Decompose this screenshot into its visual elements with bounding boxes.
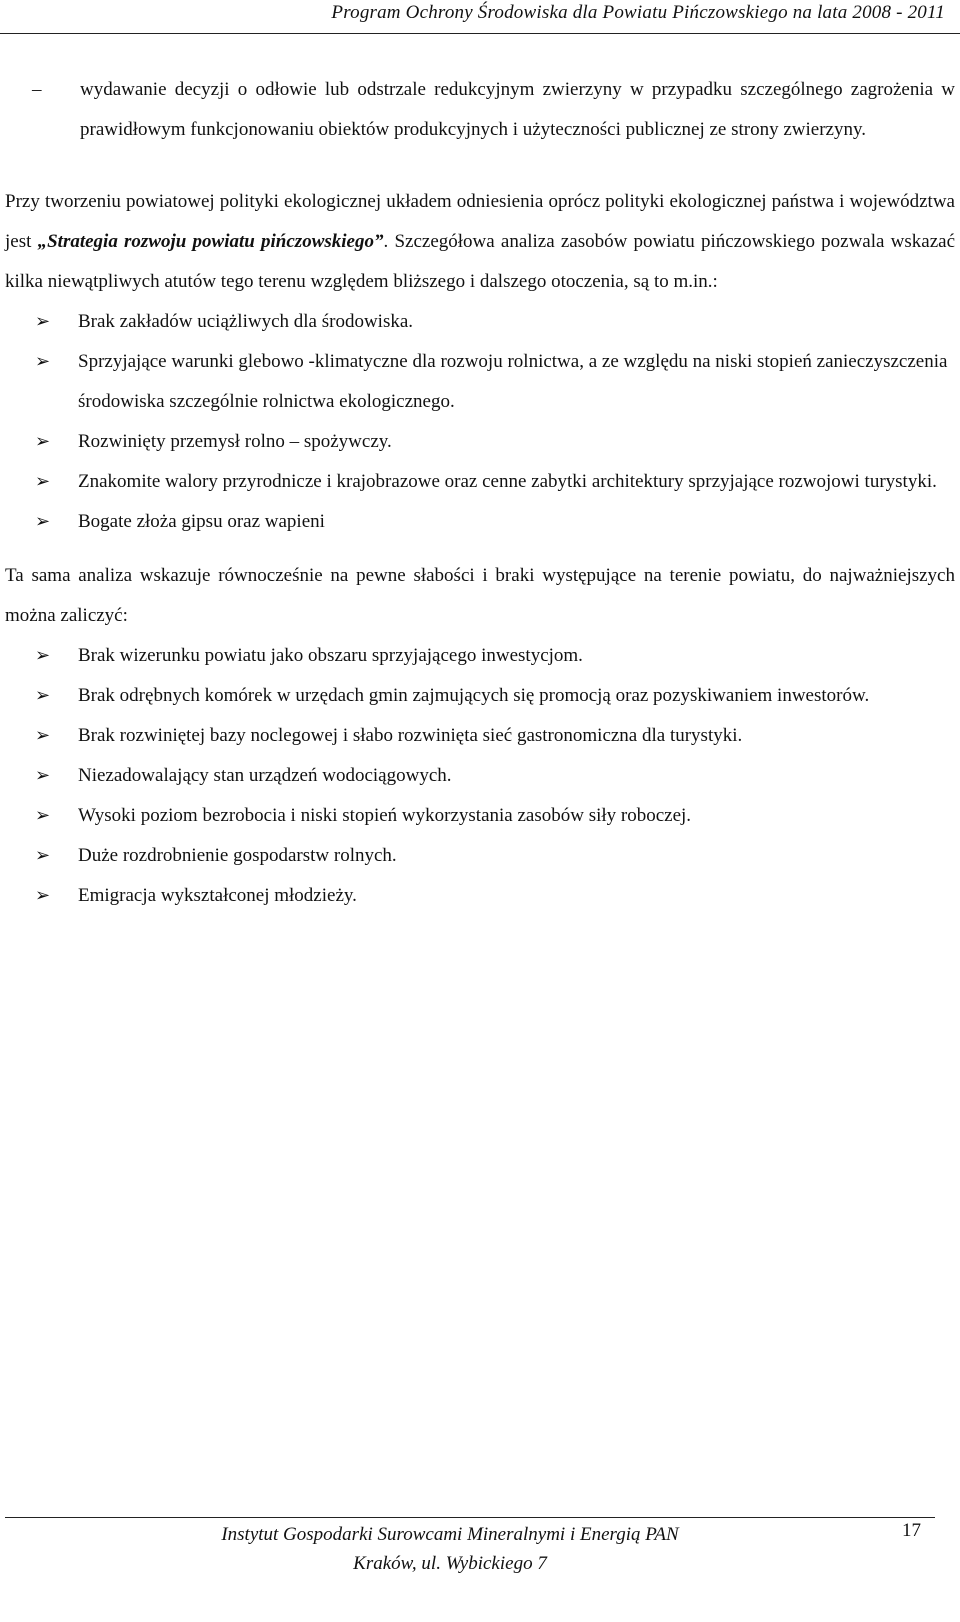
arrow-bullet-icon: ➢ xyxy=(35,885,51,906)
page-number: 17 xyxy=(902,1520,921,1541)
header-rule xyxy=(0,33,960,34)
list-item: ➢ Znakomite walory przyrodnicze i krajobrazowe oraz cenne zabytki architektury sprzyjające rozwojowi turystyki. xyxy=(5,462,955,502)
dash-list-item xyxy=(5,70,955,150)
footer-rule xyxy=(5,1517,935,1518)
paragraph-strategy xyxy=(5,182,955,302)
list-item: ➢ Wysoki poziom bezrobocia i niski stopień wykorzystania zasobów siły roboczej. xyxy=(5,796,955,836)
arrow-bullet-icon: ➢ xyxy=(35,351,51,372)
strategy-title: „Strategia rozwoju powiatu pińczowskiego” xyxy=(37,231,384,252)
paragraph-weaknesses: Ta sama analiza wskazuje równocześnie na pewne słabości i braki występujące na terenie powiatu, do najważniejszych można zaliczyć: xyxy=(5,565,955,626)
arrow-bullet-icon: ➢ xyxy=(35,725,51,746)
paragraph-text: Przy tworzeniu powiatowej polityki ekologicznej układem odniesienia oprócz polityki ekologicznej państwa i województwa jest xyxy=(5,191,955,252)
arrow-bullet-icon: ➢ xyxy=(35,511,51,532)
list-item: ➢ Brak odrębnych komórek w urzędach gmin zajmujących się promocją oraz pozyskiwaniem inwestorów. xyxy=(5,676,955,716)
list-item: ➢ Rozwinięty przemysł rolno – spożywczy. xyxy=(5,422,955,462)
arrow-bullet-icon: ➢ xyxy=(35,431,51,452)
arrow-bullet-icon: ➢ xyxy=(35,805,51,826)
list-item: ➢ Niezadowalający stan urządzeń wodociągowych. xyxy=(5,756,955,796)
strengths-list xyxy=(5,302,955,542)
arrow-bullet-icon: ➢ xyxy=(35,765,51,786)
list-item: ➢ Bogate złoża gipsu oraz wapieni xyxy=(5,502,955,542)
dash-item-text: wydawanie decyzji o odłowie lub odstrzale redukcyjnym zwierzyny w przypadku szczególnego zagrożenia w prawidłowym funkcjonowaniu obiektów produkcyjnych i użyteczności publicznej ze strony zwierzyny. xyxy=(80,79,955,140)
list-item: ➢ Duże rozdrobnienie gospodarstw rolnych. xyxy=(5,836,955,876)
weaknesses-list xyxy=(5,636,955,916)
list-item: ➢ Brak rozwiniętej bazy noclegowej i słabo rozwinięta sieć gastronomiczna dla turystyki. xyxy=(5,716,955,756)
list-item: ➢ Sprzyjające warunki glebowo -klimatyczne dla rozwoju rolnictwa, a ze względu na niski stopień zanieczyszczenia środowiska szczególnie rolnictwa ekologicznego. xyxy=(5,342,955,422)
page-content xyxy=(5,70,955,916)
dash-marker: – xyxy=(32,79,42,100)
footer-address: Kraków, ul. Wybickiego 7 xyxy=(353,1553,547,1574)
arrow-bullet-icon: ➢ xyxy=(35,845,51,866)
footer-institution: Instytut Gospodarki Surowcami Mineralnymi i Energią PAN xyxy=(221,1524,679,1545)
arrow-bullet-icon: ➢ xyxy=(35,311,51,332)
list-item: ➢ Emigracja wykształconej młodzieży. xyxy=(5,876,955,916)
list-item: ➢ Brak zakładów uciążliwych dla środowiska. xyxy=(5,302,955,342)
arrow-bullet-icon: ➢ xyxy=(35,471,51,492)
arrow-bullet-icon: ➢ xyxy=(35,685,51,706)
arrow-bullet-icon: ➢ xyxy=(35,645,51,666)
paragraph-text: . Szczegółowa analiza zasobów powiatu pińczowskiego pozwala wskazać kilka niewątpliwych atutów tego terenu względem bliższego i dalszego otoczenia, są to m.in.: xyxy=(5,231,955,292)
page-footer xyxy=(0,1520,900,1578)
page-header: Program Ochrony Środowiska dla Powiatu Pińczowskiego na lata 2008 - 2011 xyxy=(331,2,945,23)
list-item: ➢ Brak wizerunku powiatu jako obszaru sprzyjającego inwestycjom. xyxy=(5,636,955,676)
